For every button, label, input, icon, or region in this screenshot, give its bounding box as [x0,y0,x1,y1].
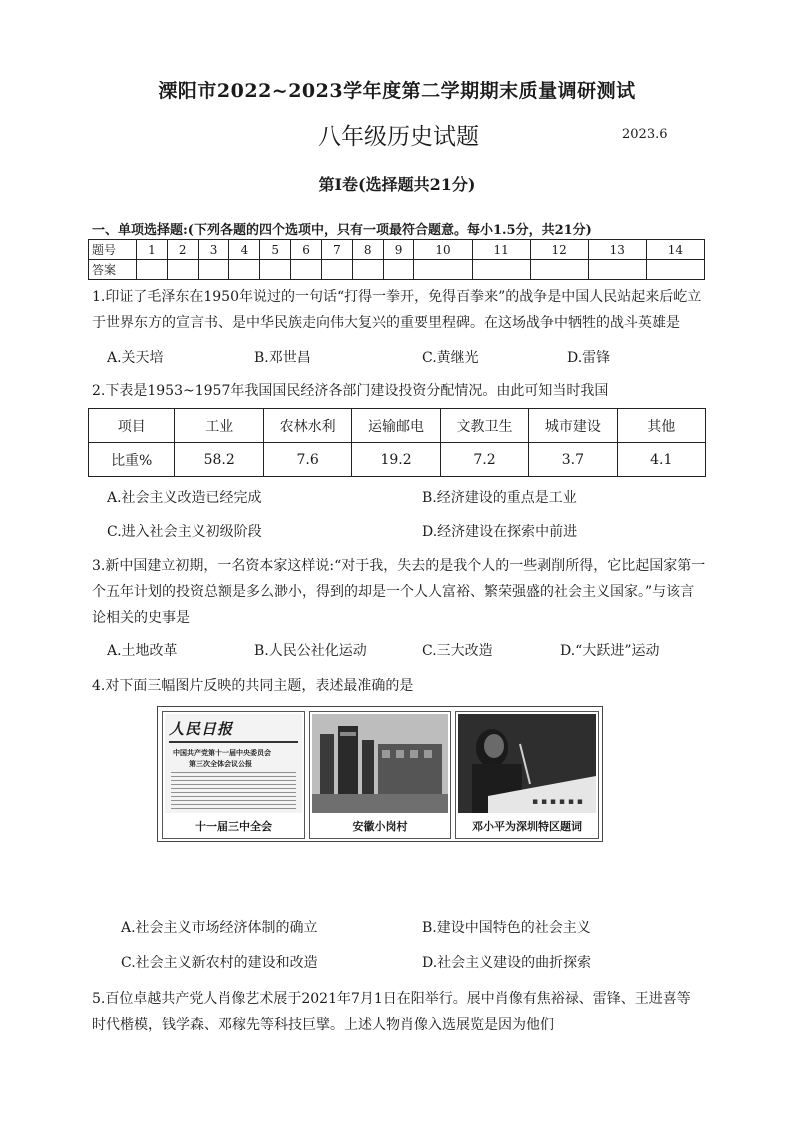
answer-cell[interactable] [167,260,198,280]
newspaper-photo [162,711,305,839]
answer-cell[interactable] [291,260,322,280]
q2-option-c[interactable]: C.进入社会主义初级阶段 [107,524,262,540]
answer-cell[interactable] [198,260,229,280]
answer-cell[interactable] [472,260,530,280]
investment-table [88,408,706,477]
table-cell: 7.2 [440,443,528,477]
answer-cell[interactable] [530,260,588,280]
table-cell: 4.1 [617,443,705,477]
newspaper-headline: 中国共产党第十一届中央委员会 [173,748,271,757]
answer-cell[interactable] [383,260,414,280]
q4-option-b[interactable]: B.建设中国特色的社会主义 [422,920,591,936]
calligraphy-illustration [458,714,596,813]
q1-option-a[interactable]: A.关天培 [107,350,164,366]
photo-caption: 十一届三中全会 [195,820,272,833]
question-2-stem: 2.下表是1953~1957年我国国民经济各部门建设投资分配情况。由此可知当时我国 [92,383,609,399]
question-number: 13 [588,240,646,260]
table-cell: 19.2 [352,443,440,477]
xiaogang-photo [309,711,451,839]
question-1-line: 于世界东方的宣言书、是中华民族走向伟大复兴的重要里程碑。在这场战争中牺牲的战斗英雄是 [92,315,680,331]
q4-option-c[interactable]: C.社会主义新农村的建设和改造 [121,955,318,971]
newspaper-headline: 第三次全体会议公报 [189,759,252,768]
building-illustration [312,714,448,813]
newspaper-masthead: 人民日报 [169,720,234,738]
investment-table-header [89,409,706,443]
question-number: 10 [414,240,472,260]
question-number: 8 [352,240,383,260]
answer-cell[interactable] [321,260,352,280]
question-4-stem: 4.对下面三幅图片反映的共同主题，表述最准确的是 [92,678,414,694]
photo-caption: 安徽小岗村 [352,820,408,833]
table-cell: 7.6 [263,443,351,477]
q3-option-a[interactable]: A.土地改革 [107,643,178,659]
table-header-cell: 文教卫生 [440,409,528,443]
investment-table-row [89,443,706,477]
q4-option-a[interactable]: A.社会主义市场经济体制的确立 [121,920,318,936]
answer-table [88,239,705,280]
answer-cell[interactable] [137,260,168,280]
q3-option-b[interactable]: B.人民公社化运动 [254,643,367,659]
exam-title: 溧阳市2022~2023学年度第二学期期末质量调研测试 [158,80,636,102]
question-5-line: 5.百位卓越共产党人肖像艺术展于2021年7月1日在阳举行。展中肖像有焦裕禄、雷锋、王进喜等 [92,991,691,1007]
exam-subtitle: 八年级历史试题 [318,124,479,150]
q3-option-c[interactable]: C.三大改造 [422,643,493,659]
answer-cell[interactable] [588,260,646,280]
answer-cell[interactable] [414,260,472,280]
question-number: 12 [530,240,588,260]
question-number: 7 [321,240,352,260]
photo-caption: 邓小平为深圳特区题词 [472,820,582,833]
svg-text:▪ ▪ ▪ ▪ ▪ ▪: ▪ ▪ ▪ ▪ ▪ ▪ [532,797,583,807]
table-header-cell: 运输邮电 [352,409,440,443]
answer-table-label: 题号 [89,240,137,260]
answer-cell[interactable] [646,260,704,280]
question-number: 1 [137,240,168,260]
q2-option-d[interactable]: D.经济建设在探索中前进 [422,524,578,540]
answer-cell[interactable] [352,260,383,280]
table-cell: 比重% [89,443,175,477]
answer-table-number-row [89,240,705,260]
question-number: 9 [383,240,414,260]
question-1-line: 1.印证了毛泽东在1950年说过的一句话“打得一拳开，免得百拳来”的战争是中国人民站起来后屹立 [92,289,702,305]
exam-date: 2023.6 [622,127,668,142]
q1-option-b[interactable]: B.邓世昌 [254,350,311,366]
table-cell: 58.2 [175,443,263,477]
answer-cell[interactable] [229,260,260,280]
table-header-cell: 其他 [617,409,705,443]
answer-table-answer-row [89,260,705,280]
photo-strip [157,706,603,842]
table-header-cell: 农林水利 [263,409,351,443]
answer-cell[interactable] [260,260,291,280]
section-heading: 第Ⅰ卷(选择题共21分) [318,175,476,194]
q4-option-d[interactable]: D.社会主义建设的曲折探索 [422,955,592,971]
question-number: 6 [291,240,322,260]
q1-option-c[interactable]: C.黄继光 [422,350,479,366]
question-3-line: 3.新中国建立初期，一名资本家这样说:“对于我，失去的是我个人的一些剥削所得，它比起国家第一 [92,558,706,574]
question-number: 5 [260,240,291,260]
q2-option-b[interactable]: B.经济建设的重点是工业 [422,490,577,506]
question-3-line: 个五年计划的投资总额是多么渺小，得到的却是一个人人富裕、繁荣强盛的社会主义国家。”与该言 [92,584,695,600]
table-header-cell: 工业 [175,409,263,443]
question-number: 4 [229,240,260,260]
table-header-cell: 项目 [89,409,175,443]
q3-option-d[interactable]: D.“大跃进”运动 [560,643,660,659]
q1-option-d[interactable]: D.雷锋 [567,350,611,366]
answer-table-label: 答案 [89,260,137,280]
q2-option-a[interactable]: A.社会主义改造已经完成 [107,490,262,506]
question-number: 14 [646,240,704,260]
table-cell: 3.7 [529,443,617,477]
question-number: 2 [167,240,198,260]
question-number: 11 [472,240,530,260]
question-5-line: 时代楷模，钱学森、邓稼先等科技巨擘。上述人物肖像入选展览是因为他们 [92,1017,554,1033]
instructions: 一、单项选择题:(下列各题的四个选项中，只有一项最符合题意。每小1.5分，共21分) [92,223,592,238]
inscription-photo [455,711,599,839]
question-3-line: 论相关的史事是 [92,610,190,626]
question-number: 3 [198,240,229,260]
table-header-cell: 城市建设 [529,409,617,443]
